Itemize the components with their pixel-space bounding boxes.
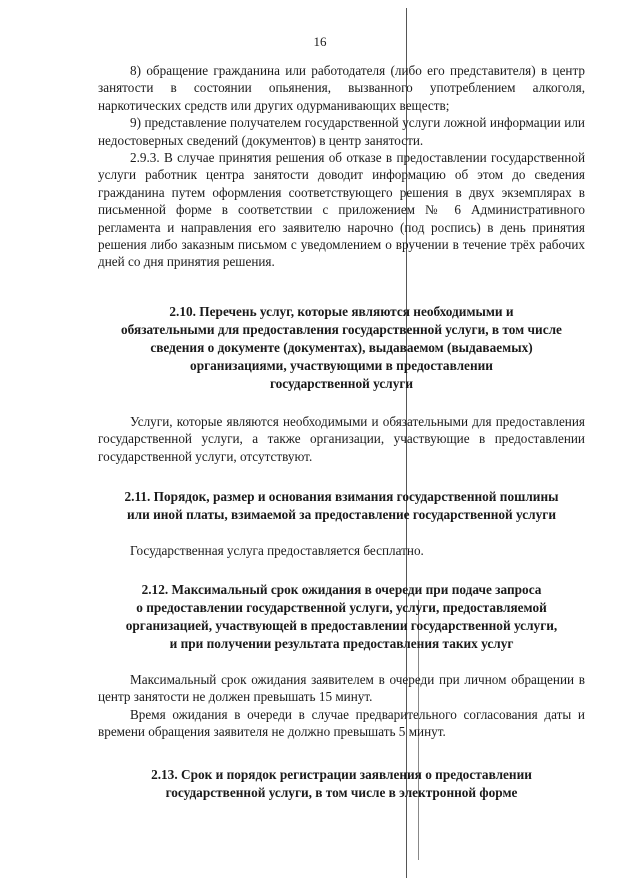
paragraph: Государственная услуга предоставляется бесплатно.	[130, 543, 424, 558]
heading-line: 2.12. Максимальный срок ожидания в очереди при подаче запроса	[141, 582, 542, 597]
heading-line: 2.13. Срок и порядок регистрации заявления о предоставлении	[151, 767, 532, 782]
heading-line: или иной платы, взимаемой за предоставление государственной услуги	[127, 507, 556, 522]
heading-line: о предоставлении государственной услуги, услуги, предоставляемой	[136, 600, 547, 615]
heading-line: 2.10. Перечень услуг, которые являются необходимыми и	[169, 304, 514, 319]
page-number: 16	[313, 34, 327, 49]
paragraph-item-9: 9) представление получателем государственной услуги ложной информации или недостоверных сведений (документов) в центр занятости.	[98, 115, 585, 148]
section-2-11-heading	[98, 488, 585, 524]
heading-line: и при получении результата предоставления таких услуг	[169, 636, 514, 651]
paragraph: Услуги, которые являются необходимыми и обязательными для предоставления государственной услуги, а также организации, участвующие в предоставлении государственной услуги, отсутствуют.	[98, 414, 585, 464]
section-2-12-heading	[98, 581, 585, 653]
section-2-10-heading	[98, 303, 585, 393]
heading-line: обязательными для предоставления государственной услуги, в том числе	[121, 322, 562, 337]
heading-line: сведения о документе (документах), выдаваемом (выдаваемых)	[150, 340, 533, 355]
section-2-11-text	[98, 542, 585, 559]
heading-line: организациями, участвующими в предоставлении	[190, 358, 493, 373]
section-2-10-text	[98, 413, 585, 465]
heading-line: 2.11. Порядок, размер и основания взимания государственной пошлины	[124, 489, 559, 504]
paragraph: Максимальный срок ожидания заявителем в очереди при личном обращении в центр занятости не должен превышать 15 минут.	[98, 672, 585, 705]
paragraph: Время ожидания в очереди в случае предварительного согласования даты и времени обращения заявителя не должно превышать 5 минут.	[98, 706, 585, 740]
paragraph-2-9-3: 2.9.3. В случае принятия решения об отказе в предоставлении государственной услуги работник центра занятости доводит информацию об этом до сведения гражданина путем оформления соответствующего решения в двух экземплярах в письменной форме в соответствии с приложением № 6 Административного регламента и направления его заявителю нарочно (под роспись) в день принятия решения либо заказным письмом с уведомлением о вручении в течение трёх рабочих дней со дня принятия решения.	[98, 150, 585, 270]
refusal-grounds-text	[98, 62, 585, 271]
heading-line: государственной услуги	[269, 376, 414, 391]
section-2-13-heading	[98, 766, 585, 802]
paragraph-item-8: 8) обращение гражданина или работодателя (либо его представителя) в центр занятости в состоянии опьянения, вызванного употреблением алкоголя, наркотических средств или других одурманивающих веществ;	[98, 63, 585, 113]
heading-line: организацией, участвующей в предоставлении государственной услуги,	[125, 618, 558, 633]
section-2-12-text	[98, 671, 585, 741]
heading-line: государственной услуги, в том числе в электронной форме	[165, 785, 518, 800]
